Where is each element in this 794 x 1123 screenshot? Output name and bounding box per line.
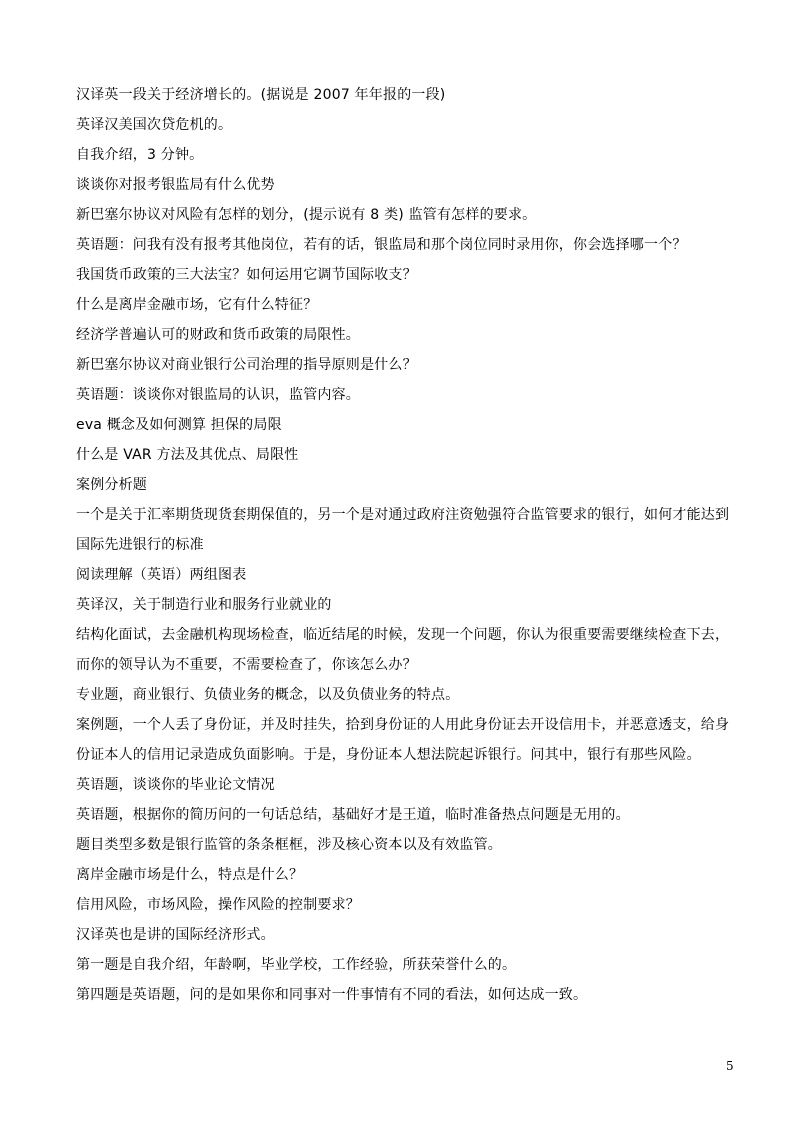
document-body (76, 80, 736, 1010)
text-line: 第一题是自我介绍，年龄啊，毕业学校，工作经验，所获荣誉什么的。 (76, 957, 517, 973)
text-line: 谈谈你对报考银监局有什么优势 (76, 177, 275, 193)
text-line: 新巴塞尔协议对商业银行公司治理的指导原则是什么？ (76, 357, 417, 373)
text-line: 案例分析题 (76, 477, 147, 493)
page-number: 5 (726, 1059, 734, 1073)
text-line: 经济学普遍认可的财政和货币政策的局限性。 (76, 327, 360, 343)
text-line: 英译汉，关于制造行业和服务行业就业的 (76, 597, 332, 613)
text-line: 什么是 VAR 方法及其优点、局限性 (76, 447, 299, 463)
text-line: 离岸金融市场是什么，特点是什么？ (76, 867, 304, 883)
text-line: 题目类型多数是银行监管的条条框框，涉及核心资本以及有效监管。 (76, 837, 502, 853)
text-line: 新巴塞尔协议对风险有怎样的划分，(提示说有 8 类) 监管有怎样的要求。 (76, 207, 537, 223)
text-line: 什么是离岸金融市场，它有什么特征？ (76, 297, 318, 313)
text-line: 阅读理解（英语）两组图表 (76, 567, 247, 583)
text-line: 汉译英也是讲的国际经济形式。 (76, 927, 275, 943)
text-line: 英语题：问我有没有报考其他岗位，若有的话，银监局和那个岗位同时录用你，你会选择哪一个？ (76, 237, 687, 253)
text-line: 英译汉美国次贷危机的。 (76, 117, 233, 133)
text-line: 专业题，商业银行、负债业务的概念，以及负债业务的特点。 (76, 687, 460, 703)
text-line: 我国货币政策的三大法宝？如何运用它调节国际收支？ (76, 267, 417, 283)
text-line: 信用风险，市场风险，操作风险的控制要求？ (76, 897, 360, 913)
text-line: 汉译英一段关于经济增长的。(据说是 2007 年年报的一段) (76, 87, 446, 103)
text-line: 第四题是英语题，问的是如果你和同事对一件事情有不同的看法，如何达成一致。 (76, 987, 588, 1003)
text-paragraph: 一个是关于汇率期货现货套期保值的，另一个是对通过政府注资勉强符合监管要求的银行，如何才能达到国际先进银行的标准 (76, 507, 730, 553)
text-line: 英语题，根据你的简历问的一句话总结，基础好才是王道，临时准备热点问题是无用的。 (76, 807, 630, 823)
text-line: 自我介绍，3 分钟。 (76, 147, 204, 163)
text-line: 英语题，谈谈你的毕业论文情况 (76, 777, 275, 793)
text-paragraph: 案例题，一个人丢了身份证，并及时挂失，拾到身份证的人用此身份证去开设信用卡，并恶意透支，给身份证本人的信用记录造成负面影响。于是，身份证本人想法院起诉银行。问其中，银行有那些风险。 (76, 717, 730, 763)
text-line: 英语题：谈谈你对银监局的认识，监管内容。 (76, 387, 360, 403)
text-line: eva 概念及如何测算 担保的局限 (76, 417, 282, 433)
text-paragraph: 结构化面试，去金融机构现场检查，临近结尾的时候，发现一个问题，你认为很重要需要继续检查下去，而你的领导认为不重要，不需要检查了，你该怎么办？ (76, 627, 730, 673)
